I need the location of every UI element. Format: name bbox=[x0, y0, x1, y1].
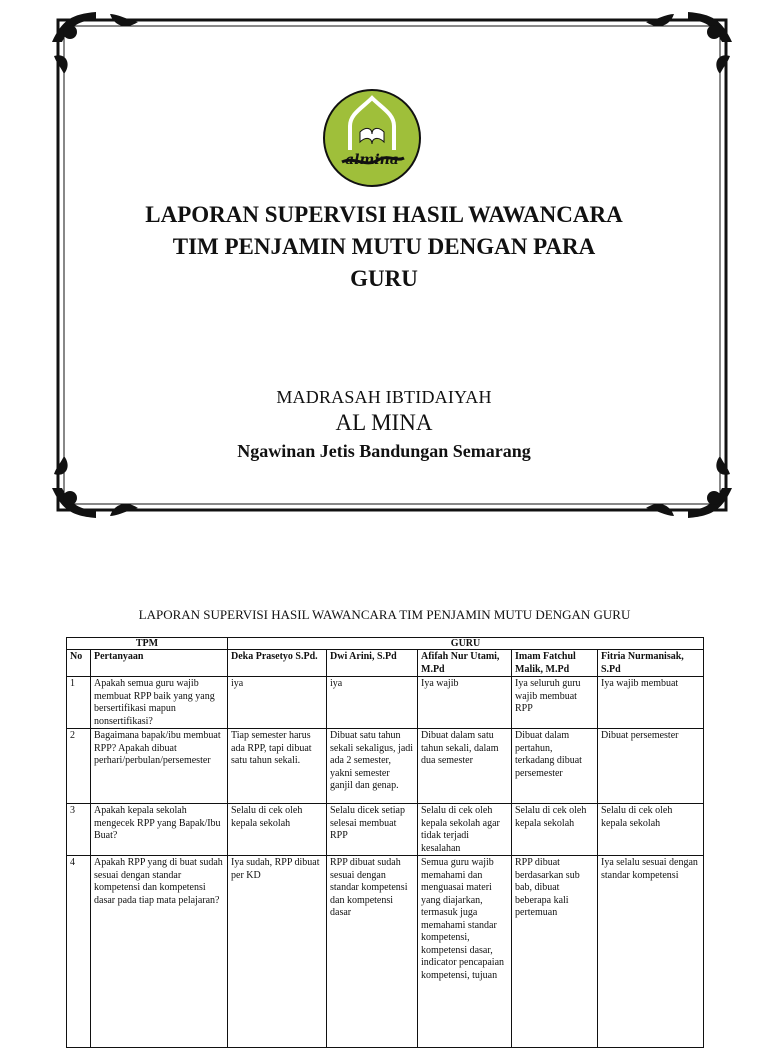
answer-cell: Dibuat dalam satu tahun sekali, dalam dua semester bbox=[418, 729, 512, 804]
answer-cell: Selalu di cek oleh kepala sekolah agar tidak terjadi kesalahan bbox=[418, 804, 512, 856]
group-header-tpm: TPM bbox=[67, 638, 228, 650]
logo-wordmark: almina bbox=[345, 152, 399, 168]
answer-cell: Selalu dicek setiap selesai membuat RPP bbox=[327, 804, 418, 856]
school-name: AL MINA bbox=[335, 410, 433, 435]
row-number: 1 bbox=[67, 677, 91, 729]
answer-cell: Dibuat satu tahun sekali sekaligus, jadi ada 2 semester, yakni semester ganjil dan genap. bbox=[327, 729, 418, 804]
group-header-guru: GURU bbox=[228, 638, 704, 650]
answer-cell: Selalu di cek oleh kepala sekolah bbox=[598, 804, 704, 856]
interview-table bbox=[66, 637, 704, 1048]
table-row bbox=[67, 804, 704, 856]
answer-cell: iya bbox=[228, 677, 327, 729]
report-title: LAPORAN SUPERVISI HASIL WAWANCARA TIM PENJAMIN MUTU DENGAN GURU bbox=[138, 607, 631, 622]
answer-cell: RPP dibuat berdasarkan sub bab, dibuat beberapa kali pertemuan bbox=[512, 856, 598, 1048]
row-number: 2 bbox=[67, 729, 91, 804]
answer-cell: Dibuat dalam pertahun, terkadang dibuat persemester bbox=[512, 729, 598, 804]
answer-cell: Iya wajib membuat bbox=[598, 677, 704, 729]
cover-title bbox=[90, 199, 678, 295]
column-header-question: Pertanyaan bbox=[91, 650, 228, 677]
table-column-header-row bbox=[67, 650, 704, 677]
table-row bbox=[67, 677, 704, 729]
table-row bbox=[67, 729, 704, 804]
school-logo bbox=[322, 88, 422, 188]
interview-table-container bbox=[66, 637, 703, 1048]
almina-logo-icon bbox=[322, 88, 422, 188]
table-row bbox=[67, 856, 704, 1048]
row-number: 3 bbox=[67, 804, 91, 856]
answer-cell: Selalu di cek oleh kepala sekolah bbox=[512, 804, 598, 856]
column-header-teacher: Dwi Arini, S.Pd bbox=[327, 650, 418, 677]
column-header-no: No bbox=[67, 650, 91, 677]
answer-cell: iya bbox=[327, 677, 418, 729]
column-header-teacher: Imam Fatchul Malik, M.Pd bbox=[512, 650, 598, 677]
answer-cell: RPP dibuat sudah sesuai dengan standar kompetensi dan kompetensi dasar bbox=[327, 856, 418, 1048]
table-group-header-row bbox=[67, 638, 704, 650]
answer-cell: Tiap semester harus ada RPP, tapi dibuat satu tahun sekali. bbox=[228, 729, 327, 804]
answer-cell: Selalu di cek oleh kepala sekolah bbox=[228, 804, 327, 856]
answer-cell: Semua guru wajib memahami dan menguasai materi yang diajarkan, termasuk juga memahami standar kompetensi, kompetensi dasar, indicator pencapaian kompetensi, tujuan bbox=[418, 856, 512, 1048]
answer-cell: Iya seluruh guru wajib membuat RPP bbox=[512, 677, 598, 729]
cover-title-line-1: LAPORAN SUPERVISI HASIL WAWANCARA bbox=[145, 202, 623, 227]
school-address: Ngawinan Jetis Bandungan Semarang bbox=[237, 441, 531, 461]
column-header-teacher: Afifah Nur Utami, M.Pd bbox=[418, 650, 512, 677]
question-cell: Bagaimana bapak/ibu membuat RPP? Apakah dibuat perhari/perbulan/persemester bbox=[91, 729, 228, 804]
answer-cell: Dibuat persemester bbox=[598, 729, 704, 804]
cover-title-line-3: GURU bbox=[350, 266, 418, 291]
school-type: MADRASAH IBTIDAIYAH bbox=[276, 387, 492, 407]
question-cell: Apakah kepala sekolah mengecek RPP yang Bapak/Ibu Buat? bbox=[91, 804, 228, 856]
answer-cell: Iya wajib bbox=[418, 677, 512, 729]
answer-cell: Iya selalu sesuai dengan standar kompetensi bbox=[598, 856, 704, 1048]
answer-cell: Iya sudah, RPP dibuat per KD bbox=[228, 856, 327, 1048]
row-number: 4 bbox=[67, 856, 91, 1048]
column-header-teacher: Deka Prasetyo S.Pd. bbox=[228, 650, 327, 677]
question-cell: Apakah semua guru wajib membuat RPP baik yang yang bersertifikasi mapun nonsertifikasi? bbox=[91, 677, 228, 729]
question-cell: Apakah RPP yang di buat sudah sesuai dengan standar kompetensi dan kompetensi dasar pada tiap mata pelajaran? bbox=[91, 856, 228, 1048]
cover-title-line-2: TIM PENJAMIN MUTU DENGAN PARA bbox=[172, 234, 596, 259]
column-header-teacher: Fitria Nurmanisak, S.Pd bbox=[598, 650, 704, 677]
